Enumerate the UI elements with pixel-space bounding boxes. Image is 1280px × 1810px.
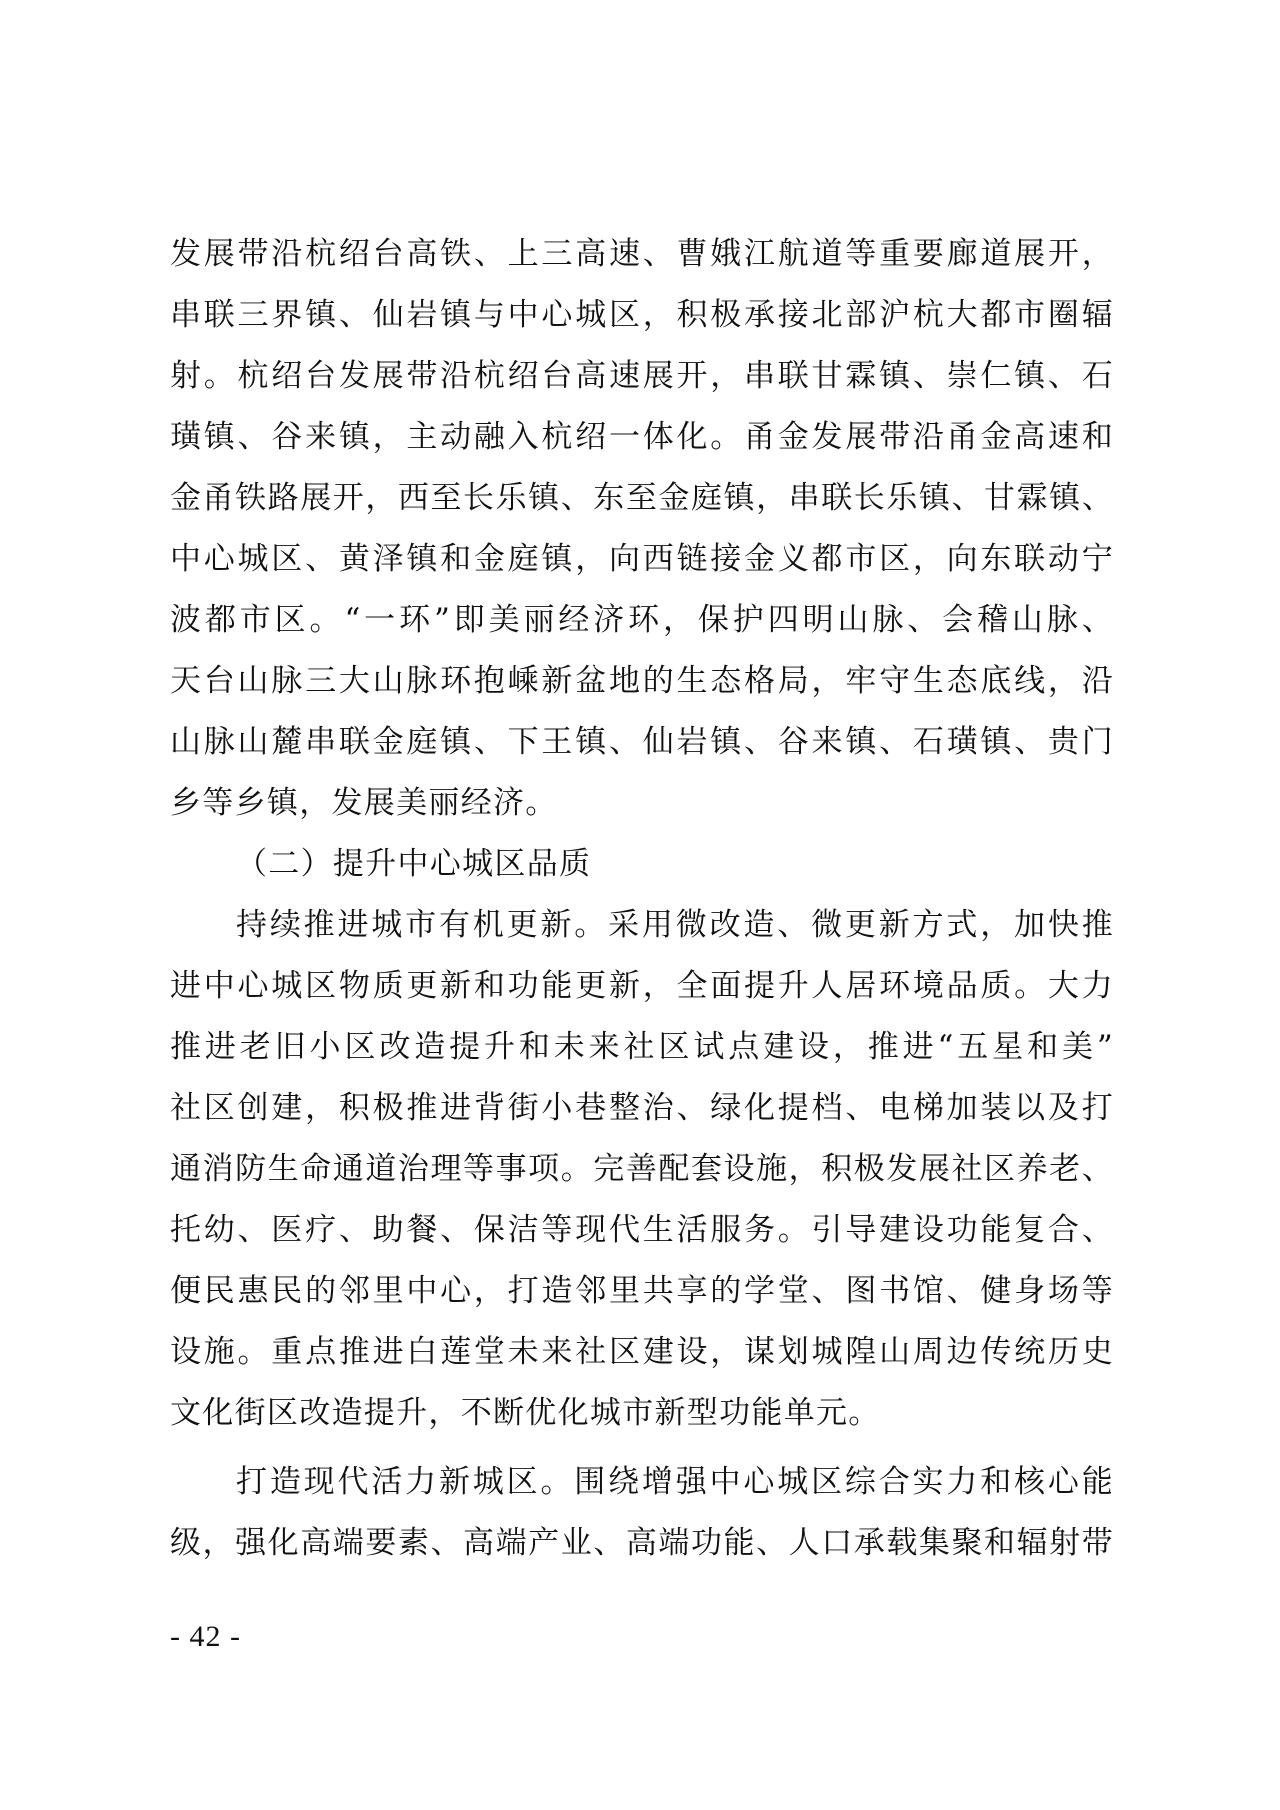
section-heading: （二）提升中心城区品质 (236, 846, 592, 882)
paragraph-3 (170, 1452, 1114, 1574)
text-line: 发展带沿杭绍台高铁、上三高速、曹娥江航道等重要廊道展开， (170, 236, 1114, 272)
paragraph-gap (170, 1444, 1114, 1452)
text-line: 设施。重点推进白莲堂未来社区建设，谋划城隍山周边传统历史 (170, 1334, 1114, 1370)
text-line: 山脉山麓串联金庭镇、下王镇、仙岩镇、谷来镇、石璜镇、贵门 (170, 724, 1114, 760)
text-line: 波都市区。“一环”即美丽经济环，保护四明山脉、会稽山脉、 (170, 602, 1114, 638)
text-line: 串联三界镇、仙岩镇与中心城区，积极承接北部沪杭大都市圈辐 (170, 297, 1114, 333)
text-line: 通消防生命通道治理等事项。完善配套设施，积极发展社区养老、 (170, 1151, 1114, 1187)
text-line: 社区创建，积极推进背街小巷整治、绿化提档、电梯加装以及打 (170, 1090, 1114, 1126)
text-line: 天台山脉三大山脉环抱嵊新盆地的生态格局，牢守生态底线，沿 (170, 663, 1114, 699)
text-line: 托幼、医疗、助餐、保洁等现代生活服务。引导建设功能复合、 (170, 1212, 1114, 1248)
text-line: 持续推进城市有机更新。采用微改造、微更新方式，加快推 (236, 907, 1114, 943)
text-line: 璜镇、谷来镇，主动融入杭绍一体化。甬金发展带沿甬金高速和 (170, 419, 1114, 455)
text-line: 射。杭绍台发展带沿杭绍台高速展开，串联甘霖镇、崇仁镇、石 (170, 358, 1114, 394)
text-line: 进中心城区物质更新和功能更新，全面提升人居环境品质。大力 (170, 968, 1114, 1004)
paragraph-2 (170, 895, 1114, 1444)
page-number: - 42 - (170, 1620, 241, 1653)
text-line: 中心城区、黄泽镇和金庭镇，向西链接金义都市区，向东联动宁 (170, 541, 1114, 577)
text-line: 打造现代活力新城区。围绕增强中心城区综合实力和核心能 (236, 1464, 1114, 1500)
text-line: 乡等乡镇，发展美丽经济。 (170, 785, 558, 821)
document-body (170, 224, 1114, 1574)
text-line: 文化街区改造提升，不断优化城市新型功能单元。 (170, 1395, 881, 1431)
paragraph-1 (170, 224, 1114, 834)
text-line: 级，强化高端要素、高端产业、高端功能、人口承载集聚和辐射带 (170, 1525, 1114, 1561)
text-line: 推进老旧小区改造提升和未来社区试点建设，推进“五星和美” (170, 1029, 1114, 1065)
text-line: 金甬铁路展开，西至长乐镇、东至金庭镇，串联长乐镇、甘霖镇、 (170, 480, 1114, 516)
text-line: 便民惠民的邻里中心，打造邻里共享的学堂、图书馆、健身场等 (170, 1273, 1114, 1309)
